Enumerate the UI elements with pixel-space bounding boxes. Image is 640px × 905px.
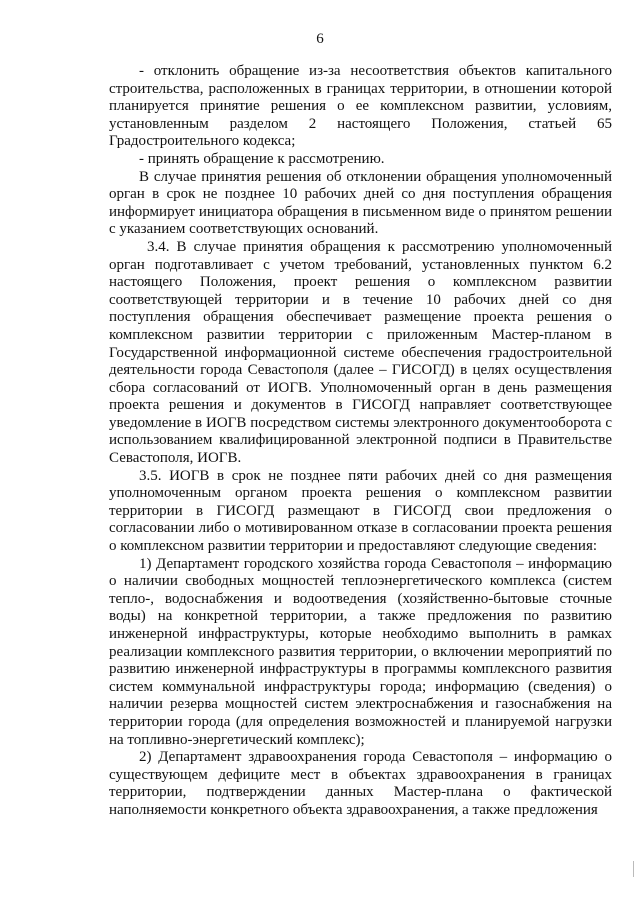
paragraph-accept-option: - принять обращение к рассмотрению. [139,150,385,167]
document-body [109,63,612,820]
paragraph-section-3-5: 3.5. ИОГВ в срок не позднее пяти рабочих дней со дня размещения уполномоченным органом проекта решения о комплексном развитии территории в ГИСОГД размещают в ГИСОГД свои предложения о согласовании либо о мотивированном отказе в согласовании проекта решения о комплексном развитии территории и предоставляют следующие сведения: [109,467,612,555]
paragraph-section-3-4: 3.4. В случае принятия обращения к рассмотрению уполномоченный орган подготавливает с учетом требований, установленных пунктом 6.2 настоящего Положения, проект решения о комплексном развитии соответствующей территории и в течение 10 рабочих дней со дня поступления обращения обеспечивает размещение проекта решения о комплексном развитии территории с приложенным Мастер-планом в Государственной информационной системе обеспечения градостроительной деятельности города Севастополя (далее – ГИСОГД) в целях осуществления сбора согласований от ИОГВ. Уполномоченный орган в день размещения проекта решения и документов в ГИСОГД направляет соответствующее уведомление в ИОГВ посредством системы электронного документооборота с использованием квалифицированной электронной подписи в Правительстве Севастополя, ИОГВ. [109,238,612,467]
page-number: 6 [316,31,324,47]
paragraph-rejection-notice: В случае принятия решения об отклонении обращения уполномоченный орган в срок не позднее 10 рабочих дней со дня поступления обращения информирует инициатора обращения в письменном виде о принятом решении с указанием соответствующих оснований. [109,168,612,238]
paragraph-reject-option: - отклонить обращение из-за несоответствия объектов капитального строительства, расположенных в границах территории, в отношении которой планируется принятие решения о ее комплексном развитии, условиям, установленным разделом 2 настоящего Положения, статьей 65 Градостроительного кодекса; [109,63,612,150]
scan-edge-mark [633,861,634,877]
paragraph-item-2: 2) Департамент здравоохранения города Севастополя – информацию о существующем дефиците мест в объектах здравоохранения в границах территории, подтверждении данных Мастер-плана о фактической наполняемости конкретного объекта здравоохранения, а также предложения [109,749,612,818]
paragraph-item-1: 1) Департамент городского хозяйства города Севастополя – информацию о наличии свободных мощностей теплоэнергетического комплекса (систем тепло-, водоснабжения и водоотведения (хозяйственно-бытовые сточные воды) на конкретной территории, а также предложения по развитию инженерной инфраструктуры, которые необходимо выполнить в рамках реализации комплексного развития территории, о включении мероприятий по развитию инженерной инфраструктуры в программы комплексного развития систем коммунальной инфраструктуры города; информацию (сведения) о наличии резерва мощностей систем электроснабжения и газоснабжения на территории города (для определения возможностей и планируемой нагрузки на топливно-энергетический комплекс); [109,555,612,748]
